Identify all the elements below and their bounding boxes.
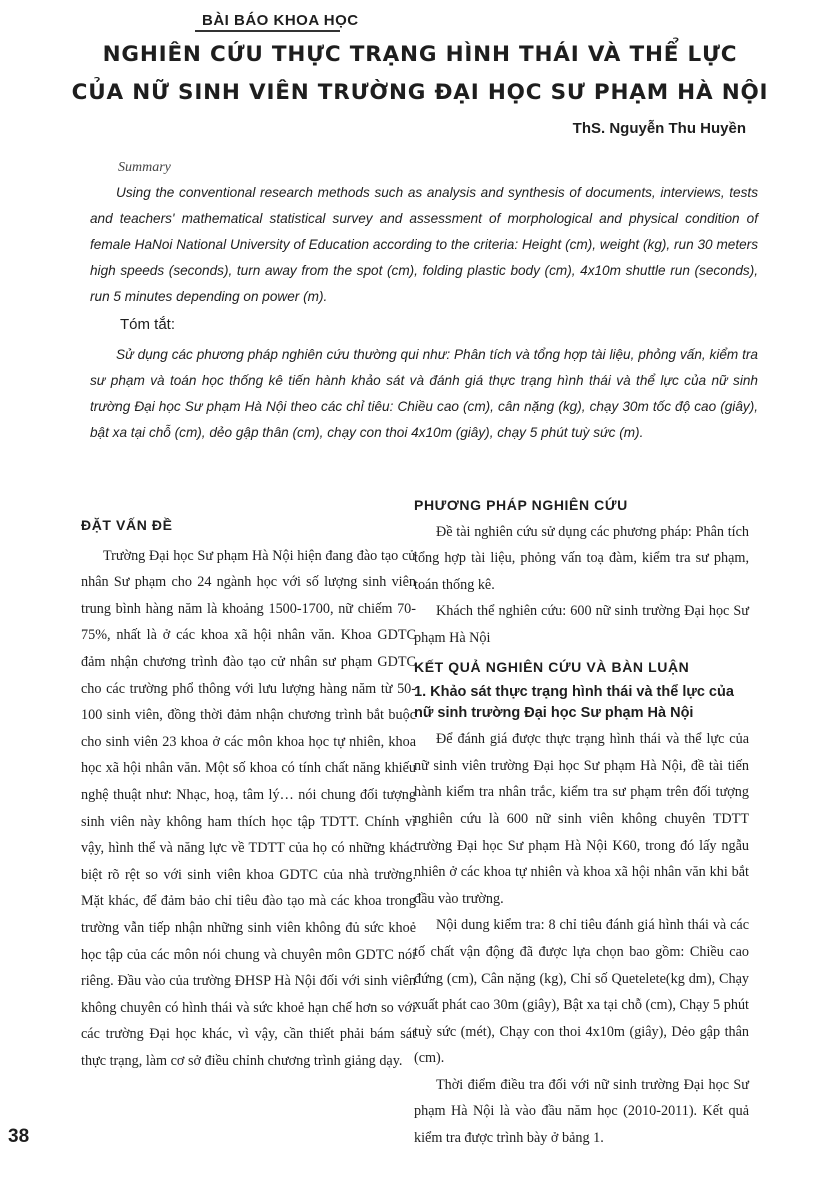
right-paragraph-3: Để đánh giá được thực trạng hình thái và thể lực của nữ sinh viên trường Đại học Sư phạm Hà Nội, đề tài tiến hành kiểm tra nhân trắc, kiểm tra sư phạm trên đối tượng nghiên cứu là 600 nữ sinh viên không chuyên TDTT trường Đại học Sư phạm Hà Nội K60, trong đó lấy ngẫu nhiên ở các khoa tự nhiên và khoa xã hội nhân văn khi bắt đầu vào trường. bbox=[414, 731, 749, 907]
subheading-khao-sat: 1. Khảo sát thực trạng hình thái và thể lực của nữ sinh trường Đại học Sư phạm Hà Nội bbox=[414, 684, 734, 722]
section-tag-rule bbox=[195, 30, 340, 32]
summary-label: Summary bbox=[118, 160, 171, 175]
heading-dat-van-de: ĐẶT VẤN ĐỀ bbox=[81, 517, 173, 533]
tomtat-label: Tóm tắt: bbox=[120, 316, 176, 333]
page-number: 38 bbox=[8, 1126, 30, 1147]
heading-ket-qua: KẾT QUẢ NGHIÊN CỨU VÀ BÀN LUẬN bbox=[414, 658, 690, 675]
left-paragraph-1: Trường Đại học Sư phạm Hà Nội hiện đang đào tạo cử nhân Sư phạm cho 24 ngành học với số lượng sinh viên trung bình hàng năm là khoảng 1500-1700, nữ chiếm 70-75%, nhất là ở các khoa xã hội nhân văn. Khoa GDTC đảm nhận chương trình đào tạo cử nhân sư phạm GDTC cho các trường phổ thông với lưu lượng hàng năm từ 50-100 sinh viên, đồng thời đảm nhận chương trình bắt buộc cho sinh viên 23 khoa ở các môn khoa học tự nhiên, khoa học xã hội nhân văn. Một số khoa có tính chất năng khiếu nghệ thuật như: Nhạc, hoạ, tâm lý… nói chung đối tượng sinh viên này không ham thích học tập TDTT. Chính vì vậy, hình thể và năng lực về TDTT của họ có những khác biệt rõ rệt so với sinh viên khoa GDTC của nhà trường. Mặt khác, để đảm bảo chỉ tiêu đào tạo mà các khoa trong trường vẫn tiếp nhận những sinh viên không đủ sức khoẻ học tập của các môn nói chung và chuyên môn GDTC nói riêng. Đầu vào của trường ĐHSP Hà Nội đối với sinh viên không chuyên có hình thái và sức khoẻ hạn chế hơn so với các trường Đại học khác, vì vậy, cần thiết phải bám sát thực trạng, làm cơ sở điều chỉnh chương trình giảng dạy. bbox=[81, 547, 416, 1069]
article-title-line2: CỦA NỮ SINH VIÊN TRƯỜNG ĐẠI HỌC SƯ PHẠM HÀ NỘI bbox=[71, 80, 769, 105]
right-paragraph-1: Đề tài nghiên cứu sử dụng các phương pháp: Phân tích tổng hợp tài liệu, phỏng vấn toạ đàm, kiểm tra sư phạm, toán thống kê. bbox=[414, 523, 749, 593]
author: ThS. Nguyễn Thu Huyền bbox=[572, 120, 746, 137]
section-tag: BÀI BÁO KHOA HỌC bbox=[202, 12, 359, 29]
tomtat-paragraph: Sử dụng các phương pháp nghiên cứu thường qui như: Phân tích và tổng hợp tài liệu, phỏng vấn, kiểm tra sư phạm và toán học thống kê tiến hành khảo sát và đánh giá thực trạng hình thái và thể lực của nữ sinh trường Đại học Sư phạm Hà Nội theo các chỉ tiêu: Chiều cao (cm), cân nặng (kg), chạy 30m tốc độ cao (giây), bật xa tại chỗ (cm), dẻo gập thân (cm), chạy con thoi 4x10m (giây), chạy 5 phút tuỳ sức (m). bbox=[90, 347, 758, 440]
right-column bbox=[414, 492, 749, 1152]
right-paragraph-5: Thời điểm điều tra đối với nữ sinh trường Đại học Sư phạm Hà Nội là vào đầu năm học (2010-2011). Kết quả kiểm tra được trình bày ở bảng 1. bbox=[414, 1076, 749, 1147]
heading-phuong-phap: PHƯƠNG PHÁP NGHIÊN CỨU bbox=[414, 497, 628, 513]
right-paragraph-2: Khách thể nghiên cứu: 600 nữ sinh trường Đại học Sư phạm Hà Nội bbox=[414, 603, 749, 646]
right-paragraph-4: Nội dung kiểm tra: 8 chỉ tiêu đánh giá hình thái và các tố chất vận động đã được lựa chọn bao gồm: Chiều cao đứng (cm), Cân nặng (kg), Chỉ số Quetelete(kg dm), Chạy xuất phát cao 30m (giây), Bật xa tại chỗ (cm), Chạy 5 phút tuỳ sức (mét), Chạy con thoi 4x10m (giây), Dẻo gập thân (cm). bbox=[414, 917, 749, 1067]
summary-paragraph: Using the conventional research methods such as analysis and synthesis of documents, interviews, tests and teachers' mathematical statistical survey and assessment of morphological and physical condition of female HaNoi National University of Education according to the criteria: Height (cm), weight (kg), run 30 meters high speeds (seconds), turn away from the spot (cm), folding plastic body (cm), 4x10m shuttle run (seconds), run 5 minutes depending on power (m). bbox=[90, 185, 758, 304]
article-title-line1: NGHIÊN CỨU THỰC TRẠNG HÌNH THÁI VÀ THỂ LỰC bbox=[102, 42, 738, 67]
summary-text bbox=[90, 180, 758, 310]
tomtat-text bbox=[90, 342, 758, 446]
left-column bbox=[81, 512, 416, 1074]
